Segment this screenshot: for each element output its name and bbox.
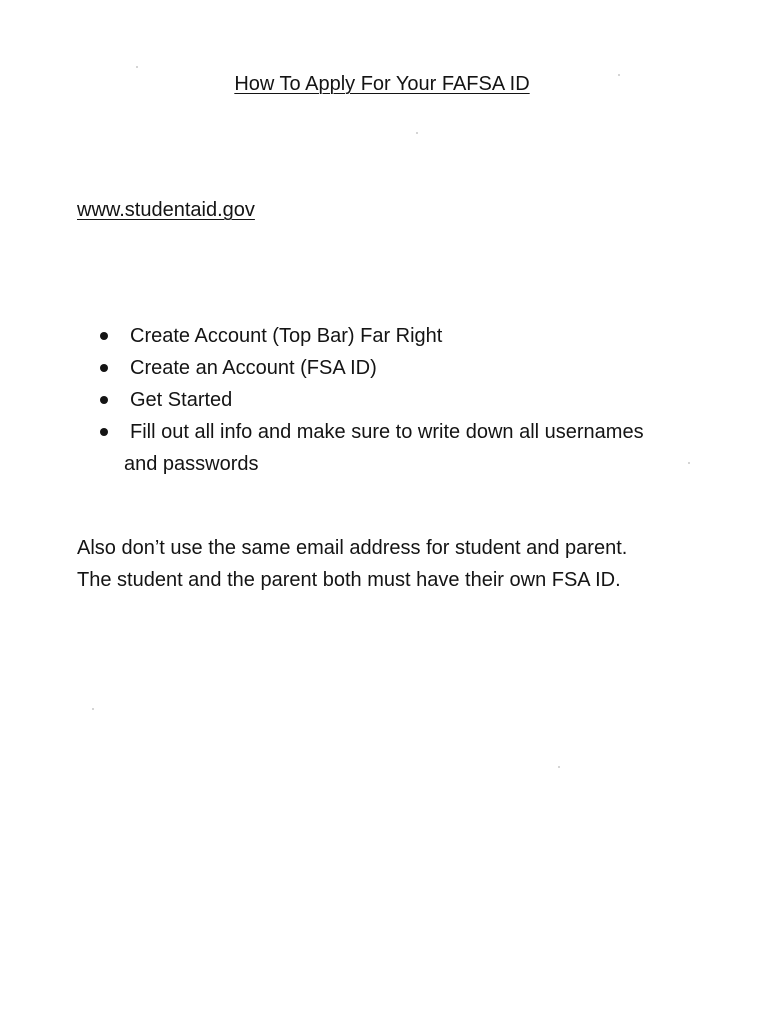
scan-speck <box>136 66 138 68</box>
studentaid-link[interactable]: www.studentaid.gov <box>77 199 255 221</box>
step-text: Fill out all info and make sure to write down all usernames <box>130 421 644 443</box>
scan-speck <box>416 132 418 134</box>
scan-speck <box>618 74 620 76</box>
scan-speck <box>688 462 690 464</box>
step-text: Create an Account (FSA ID) <box>130 357 377 379</box>
list-item <box>100 352 720 384</box>
bullet-icon <box>100 396 108 404</box>
steps-list <box>100 320 720 480</box>
step-text-continued: and passwords <box>124 453 259 475</box>
note-line: The student and the parent both must have their own FSA ID. <box>77 569 621 591</box>
page-title: How To Apply For Your FAFSA ID <box>234 73 530 95</box>
step-text: Get Started <box>130 389 233 411</box>
scan-speck <box>92 708 94 710</box>
note-paragraph <box>77 532 737 596</box>
list-item <box>100 384 720 416</box>
bullet-icon <box>100 364 108 372</box>
list-item <box>100 416 720 480</box>
scan-speck <box>558 766 560 768</box>
bullet-icon <box>100 428 108 436</box>
step-text: Create Account (Top Bar) Far Right <box>130 325 443 347</box>
note-line: Also don’t use the same email address for student and parent. <box>77 537 628 559</box>
list-item <box>100 320 720 352</box>
bullet-icon <box>100 332 108 340</box>
